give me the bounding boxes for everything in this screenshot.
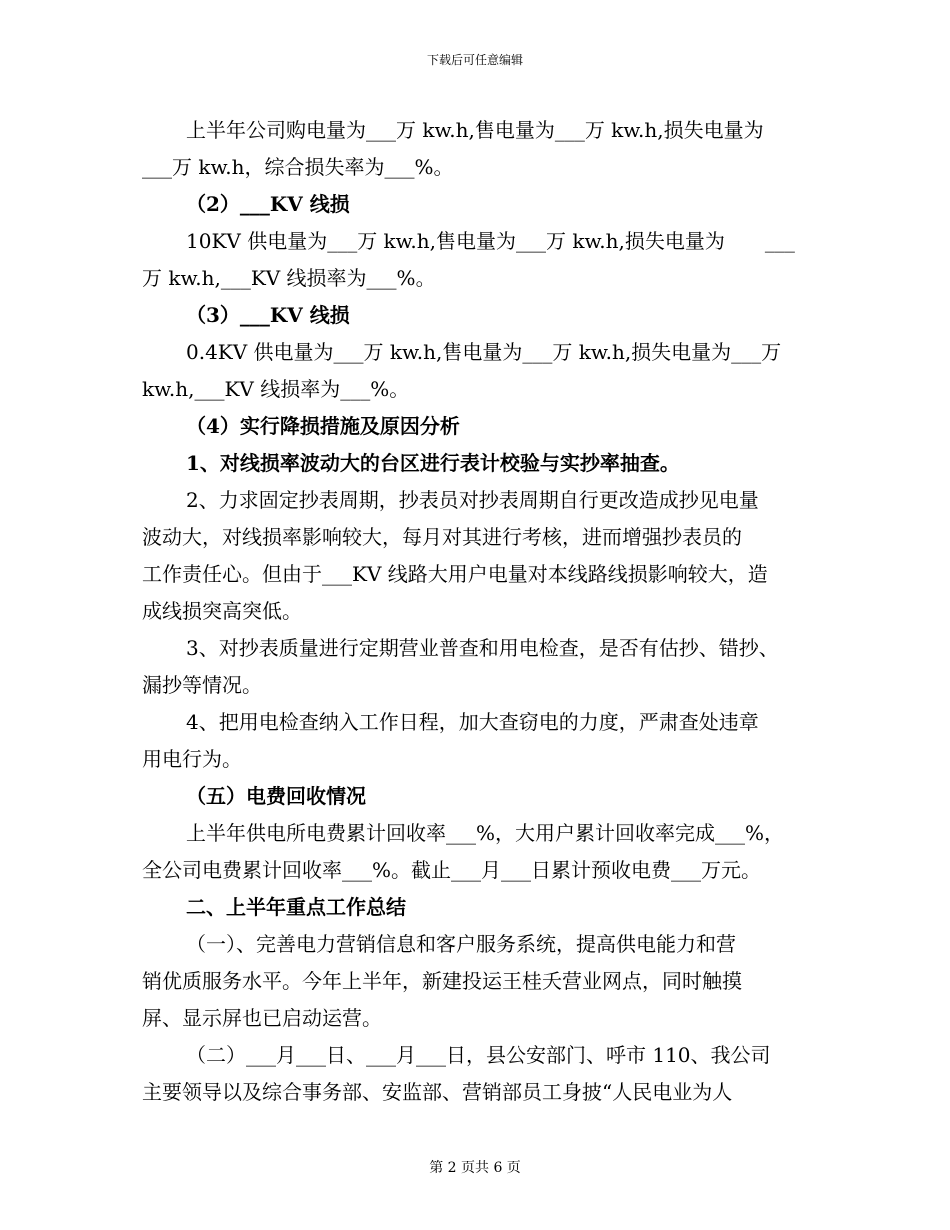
text-line: 10KV 供电量为___万 kw.h,售电量为___万 kw.h,损失电量为 ___	[186, 229, 795, 253]
text-line: 上半年公司购电量为___万 kw.h,售电量为___万 kw.h,损失电量为	[186, 118, 764, 142]
text-line: 全公司电费累计回收率___%。截止___月___日累计预收电费___万元。	[142, 858, 762, 882]
text-line: （4）实行降损措施及原因分析	[186, 414, 460, 438]
text-line: 漏抄等情况。	[142, 673, 262, 697]
text-line: 工作责任心。但由于___KV 线路大用户电量对本线路线损影响较大，造	[142, 562, 768, 586]
text-line: （五）电费回收情况	[186, 784, 366, 808]
page-header: 下载后可任意编辑	[426, 53, 523, 67]
text-line: 用电行为。	[142, 747, 242, 771]
text-line: 上半年供电所电费累计回收率___%，大用户累计回收率完成___%，	[186, 821, 785, 845]
text-line: 0.4KV 供电量为___万 kw.h,售电量为___万 kw.h,损失电量为___万	[186, 340, 782, 364]
text-line: 屏、显示屏也已启动运营。	[142, 1006, 382, 1030]
text-line: 3、对抄表质量进行定期营业普查和用电检查，是否有估抄、错抄、	[186, 636, 779, 660]
text-line: 销优质服务水平。今年上半年，新建投运王桂夭营业网点，同时触摸	[142, 969, 742, 993]
text-line: 主要领导以及综合事务部、安监部、营销部员工身披“人民电业为人	[142, 1080, 733, 1104]
text-line: 成线损突高突低。	[142, 599, 302, 623]
text-line: 1、对线损率波动大的台区进行表计校验与实抄率抽查。	[186, 451, 680, 475]
text-line: （3）___KV 线损	[186, 303, 350, 327]
text-line: （一）、完善电力营销信息和客户服务系统，提高供电能力和营	[186, 932, 736, 956]
text-line: 波动大，对线损率影响较大，每月对其进行考核，进而增强抄表员的	[142, 525, 742, 549]
text-line: （2）___KV 线损	[186, 192, 350, 216]
document-body	[142, 112, 814, 1111]
page-footer: 第 2 页共 6 页	[429, 1160, 521, 1176]
text-line: 万 kw.h,___KV 线损率为___%。	[142, 266, 436, 290]
text-line: （二）___月___日、___月___日，县公安部门、呼市 110、我公司	[186, 1043, 771, 1067]
text-line: 二、上半年重点工作总结	[186, 895, 406, 919]
text-line: ___万 kw.h，综合损失率为___%。	[142, 155, 454, 179]
text-line: kw.h,___KV 线损率为___%。	[142, 377, 410, 401]
text-line: 4、把用电检查纳入工作日程，加大查窃电的力度，严肃查处违章	[186, 710, 759, 734]
text-line: 2、力求固定抄表周期，抄表员对抄表周期自行更改造成抄见电量	[186, 488, 759, 512]
